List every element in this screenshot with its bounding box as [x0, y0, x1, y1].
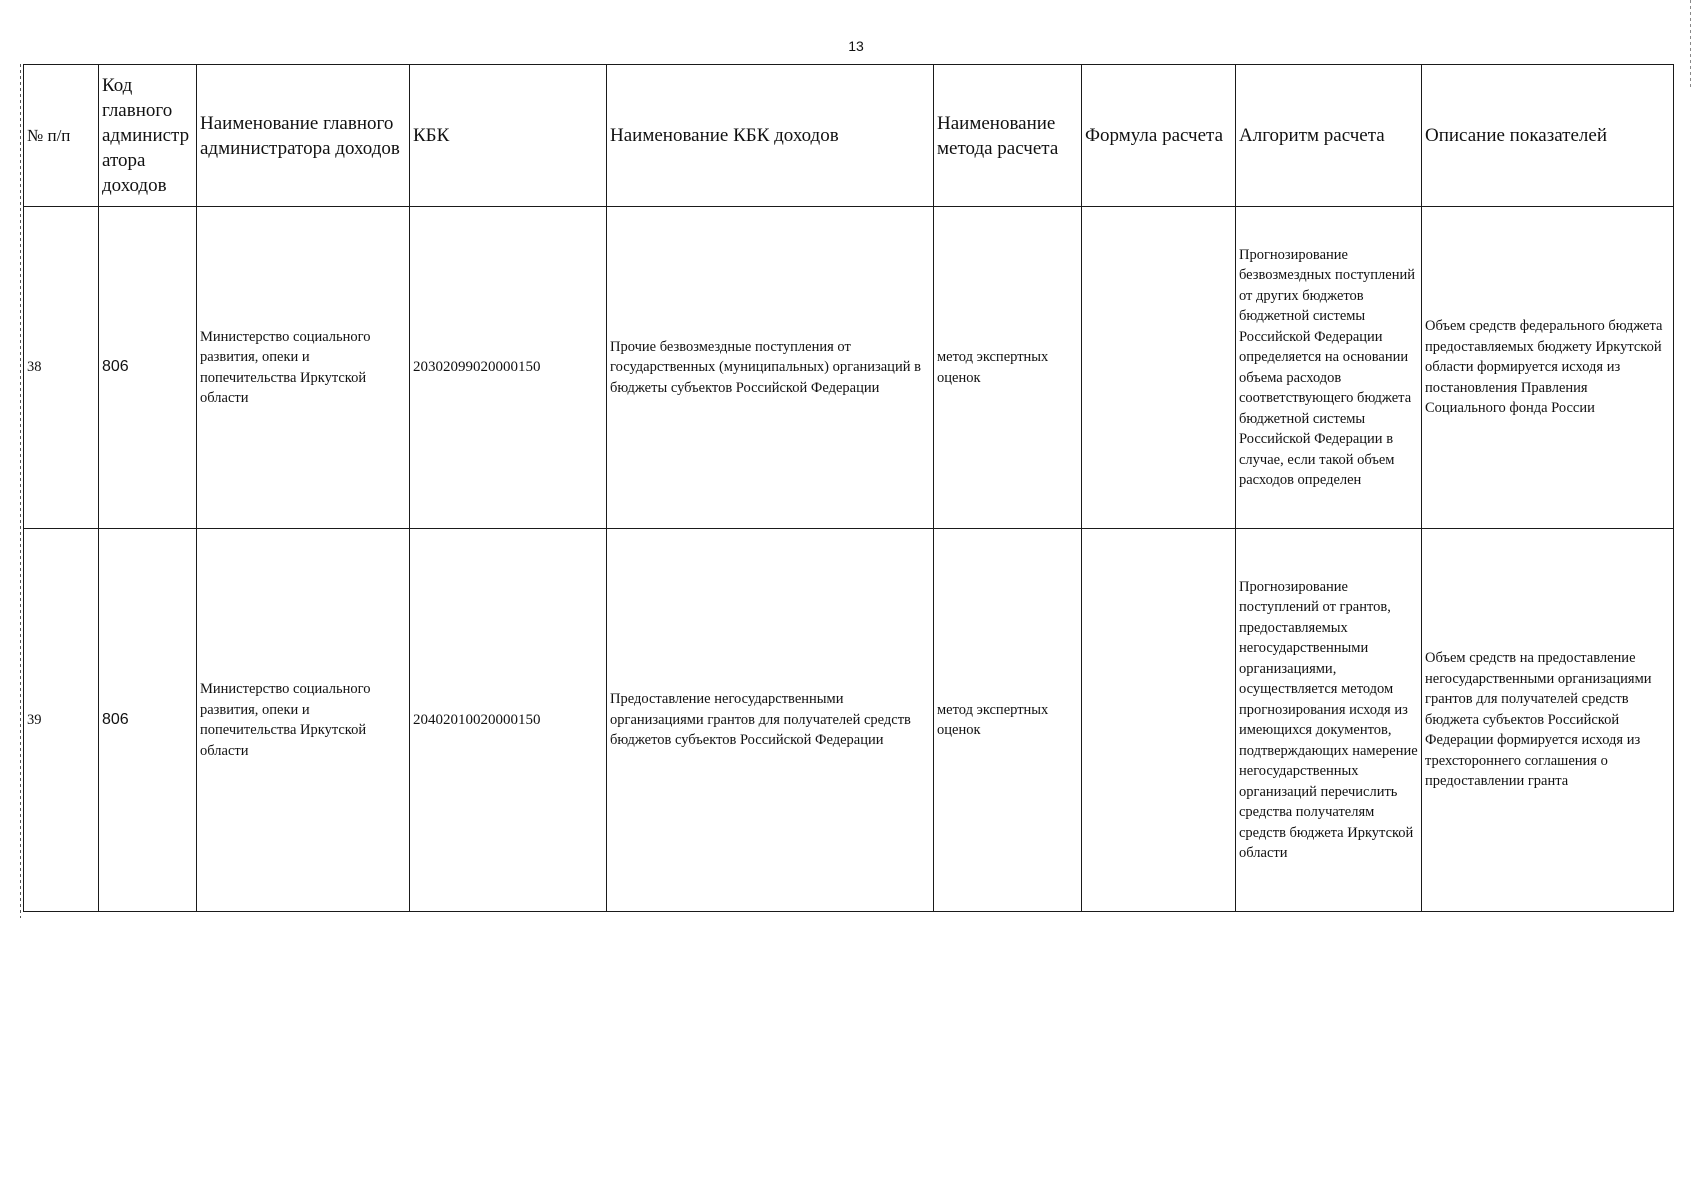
header-description: Описание показателей	[1422, 65, 1674, 207]
cell-admin-code: 806	[99, 529, 197, 912]
cell-admin-name: Министерство социального развития, опеки и попечительства Иркутской области	[197, 207, 410, 529]
table-row	[24, 529, 1674, 912]
header-kbk: КБК	[410, 65, 607, 207]
cell-formula	[1082, 529, 1236, 912]
cell-kbk-name: Предоставление негосударственными организациями грантов для получателей средств бюджетов субъектов Российской Федерации	[607, 529, 934, 912]
cell-kbk: 20302099020000150	[410, 207, 607, 529]
page-number: 13	[848, 38, 864, 54]
cell-admin-code: 806	[99, 207, 197, 529]
table-row	[24, 207, 1674, 529]
cell-kbk: 20402010020000150	[410, 529, 607, 912]
header-algorithm: Алгоритм расчета	[1236, 65, 1422, 207]
cell-formula	[1082, 207, 1236, 529]
cell-admin-name: Министерство социального развития, опеки и попечительства Иркутской области	[197, 529, 410, 912]
header-method: Наименование метода расчета	[934, 65, 1082, 207]
cell-kbk-name: Прочие безвозмездные поступления от государственных (муниципальных) организаций в бюджеты субъектов Российской Федерации	[607, 207, 934, 529]
revenue-forecast-table	[23, 64, 1674, 912]
scan-left-edge	[20, 64, 21, 918]
cell-num: 38	[24, 207, 99, 529]
cell-algorithm: Прогнозирование поступлений от грантов, предоставляемых негосударственными организациями, осуществляется методом прогнозирования исходя из имеющихся документов, подтверждающих намерение негосударственных организаций перечислить средства получателям средств бюджета Иркутской области	[1236, 529, 1422, 912]
header-kbk-name: Наименование КБК доходов	[607, 65, 934, 207]
cell-description: Объем средств федерального бюджета предоставляемых бюджету Иркутской области формируется исходя из постановления Правления Социального фонда России	[1422, 207, 1674, 529]
cell-method: метод экспертных оценок	[934, 529, 1082, 912]
header-admin-code: Код главного администратора доходов	[99, 65, 197, 207]
cell-num: 39	[24, 529, 99, 912]
cell-algorithm: Прогнозирование безвозмездных поступлений от других бюджетов бюджетной системы Российской Федерации определяется на основании объема расходов соответствующего бюджета бюджетной системы Российской Федерации в случае, если такой объем расходов определен	[1236, 207, 1422, 529]
table-header-row	[24, 65, 1674, 207]
header-num: № п/п	[24, 65, 99, 207]
header-formula: Формула расчета	[1082, 65, 1236, 207]
header-admin-name: Наименование главного администратора доходов	[197, 65, 410, 207]
cell-method: метод экспертных оценок	[934, 207, 1082, 529]
cell-description: Объем средств на предоставление негосударственными организациями грантов для получателей средств бюджета субъектов Российской Федерации формируется исходя из трехстороннего соглашения о предоставлении гранта	[1422, 529, 1674, 912]
